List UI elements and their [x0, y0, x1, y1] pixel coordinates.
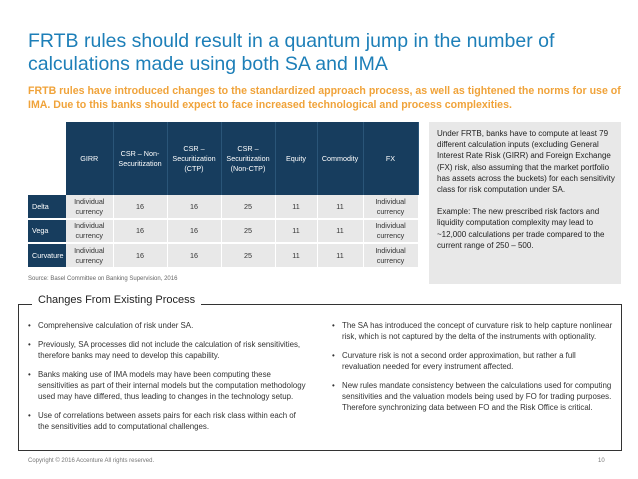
table-cell: Individual currency [66, 243, 113, 267]
row-header: Vega [28, 219, 66, 243]
page-number: 10 [598, 458, 605, 464]
table-cell: Individual currency [66, 219, 113, 243]
bullet-item: • Comprehensive calculation of risk under SA. [26, 320, 308, 331]
column-header: CSR – Non-Securitization [113, 122, 167, 195]
table-cell: 16 [167, 195, 221, 219]
table-row [28, 195, 418, 219]
table-cell: 16 [167, 219, 221, 243]
table-cell: Individual currency [363, 219, 418, 243]
table-cell: 16 [113, 219, 167, 243]
table-cell: 11 [317, 243, 363, 267]
sensitivity-table [28, 122, 419, 267]
changes-right-column [330, 320, 614, 421]
table-header-row [28, 122, 418, 195]
bullet-list [26, 320, 308, 432]
table-cell: 11 [275, 195, 317, 219]
row-header: Delta [28, 195, 66, 219]
callout-note [429, 122, 621, 284]
table-cell: 11 [317, 219, 363, 243]
table-row [28, 219, 418, 243]
table-corner [28, 122, 66, 195]
table-cell: 11 [275, 243, 317, 267]
bullet-item: • Use of correlations between assets pairs for each risk class within each of the sensitivities add to computational challenges. [26, 410, 308, 432]
slide-title: FRTB rules should result in a quantum jump in the number of calculations made using both SA and IMA [28, 30, 555, 75]
callout-paragraph: Under FRTB, banks have to compute at least 79 different calculation inputs (excluding General Interest Rate Risk (GIRR) and Foreign Exchange (FX) risk, also assuming that the market portfolio has assets across the buckets) for each sensitivity class for risk computation under SA. [437, 129, 615, 195]
bullet-item: • Curvature risk is not a second order approximation, but rather a full revaluation needed for every instrument affected. [330, 350, 614, 372]
bullet-item: • New rules mandate consistency between the calculations used for computing sensitivities and the valuation models being used by FO for trading purposes. Therefore synchronizing data between FO and the Risk Office is critical. [330, 380, 614, 413]
table-cell: 11 [317, 195, 363, 219]
column-header: Commodity [317, 122, 363, 195]
table-cell: Individual currency [66, 195, 113, 219]
table-cell: 16 [113, 195, 167, 219]
row-header: Curvature [28, 243, 66, 267]
changes-heading: Changes From Existing Process [32, 294, 201, 306]
table-cell: 25 [221, 195, 275, 219]
changes-left-column [26, 320, 308, 440]
sensitivity-table-container [28, 122, 418, 267]
table-cell: 16 [167, 243, 221, 267]
table-cell: 11 [275, 219, 317, 243]
table-cell: Individual currency [363, 243, 418, 267]
bullet-list [330, 320, 614, 413]
copyright-text: Copyright © 2016 Accenture All rights reserved. [28, 458, 155, 464]
table-row [28, 243, 418, 267]
slide-subtitle: FRTB rules have introduced changes to the standardized approach process, as well as tightened the norms for use of IMA. Due to this banks should expect to face increased technological and process complexities. [28, 85, 621, 111]
table-cell: Individual currency [363, 195, 418, 219]
column-header: CSR – Securitization (CTP) [167, 122, 221, 195]
table-cell: 25 [221, 243, 275, 267]
source-citation: Source: Basel Committee on Banking Supervision, 2016 [28, 276, 178, 282]
column-header: FX [363, 122, 418, 195]
bullet-item: • Banks making use of IMA models may have been computing these sensitivities as part of their internal models but the computation methodology used may have differed, thus leading to changes in the technology setup. [26, 369, 308, 402]
column-header: GIRR [66, 122, 113, 195]
column-header: CSR – Securitization (Non-CTP) [221, 122, 275, 195]
callout-example: Example: The new prescribed risk factors and liquidity computation complexity may lead to ~12,000 calculations per trade compared to the current range of 250 – 500. [437, 207, 605, 250]
table-cell: 16 [113, 243, 167, 267]
bullet-item: • Previously, SA processes did not include the calculation of risk sensitivities, therefore banks may need to develop this capability. [26, 339, 308, 361]
bullet-item: • The SA has introduced the concept of curvature risk to help capture nonlinear risk, which is not captured by the delta of the instruments with optionality. [330, 320, 614, 342]
table-cell: 25 [221, 219, 275, 243]
column-header: Equity [275, 122, 317, 195]
